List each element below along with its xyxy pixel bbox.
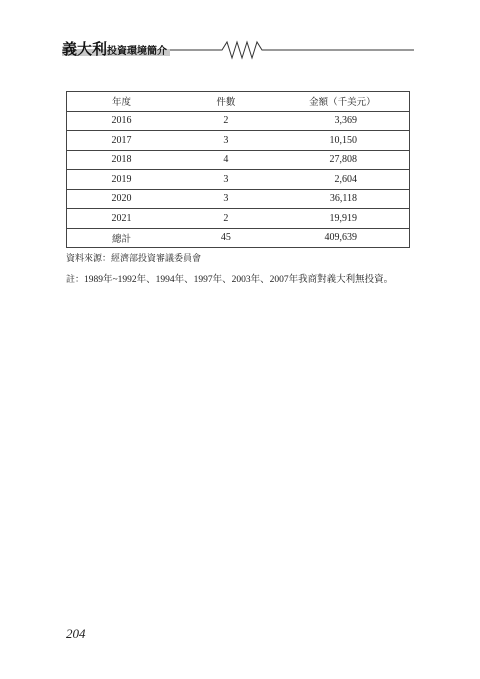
cell-amount: 10,150 — [276, 131, 410, 151]
footnote-prefix: 註： — [66, 275, 85, 285]
cell-count: 2 — [176, 111, 276, 131]
header-title-sub: 投資環境簡介 — [107, 46, 168, 57]
cell-year: 2019 — [67, 170, 177, 190]
table-row — [67, 189, 410, 209]
total-count: 45 — [176, 228, 276, 248]
investment-table — [66, 91, 410, 248]
cell-count: 3 — [176, 131, 276, 151]
cell-year: 2016 — [67, 111, 177, 131]
table-row — [67, 111, 410, 131]
cell-count: 4 — [176, 150, 276, 170]
cell-amount: 27,808 — [276, 150, 410, 170]
cell-year: 2021 — [67, 209, 177, 229]
column-header-count: 件數 — [176, 92, 276, 112]
cell-amount: 2,604 — [276, 170, 410, 190]
cell-amount: 36,118 — [276, 189, 410, 209]
table-row — [67, 209, 410, 229]
header-title-main: 義大利 — [62, 40, 108, 58]
table-header-row — [67, 92, 410, 112]
column-header-amount: 金額（千美元） — [276, 92, 410, 112]
cell-count: 3 — [176, 170, 276, 190]
cell-year: 2018 — [67, 150, 177, 170]
header-title — [62, 38, 167, 59]
running-header — [62, 36, 414, 62]
cell-year: 2017 — [67, 131, 177, 151]
cell-amount: 19,919 — [276, 209, 410, 229]
table-total-row — [67, 228, 410, 248]
cell-year: 2020 — [67, 189, 177, 209]
table-row — [67, 131, 410, 151]
cell-count: 3 — [176, 189, 276, 209]
cell-count: 2 — [176, 209, 276, 229]
cell-amount: 3,369 — [276, 111, 410, 131]
footnote-text: 1989年~1992年、1994年、1997年、2003年、2007年我商對義大利無投資。 — [84, 275, 394, 285]
column-header-year: 年度 — [67, 92, 177, 112]
table-row — [67, 150, 410, 170]
footnote — [66, 271, 393, 285]
total-amount: 409,639 — [276, 228, 410, 248]
page-number: 204 — [66, 626, 86, 641]
table-row — [67, 170, 410, 190]
total-label: 總計 — [67, 228, 177, 248]
source-note: 資料來源：經濟部投資審議委員會 — [66, 254, 202, 264]
